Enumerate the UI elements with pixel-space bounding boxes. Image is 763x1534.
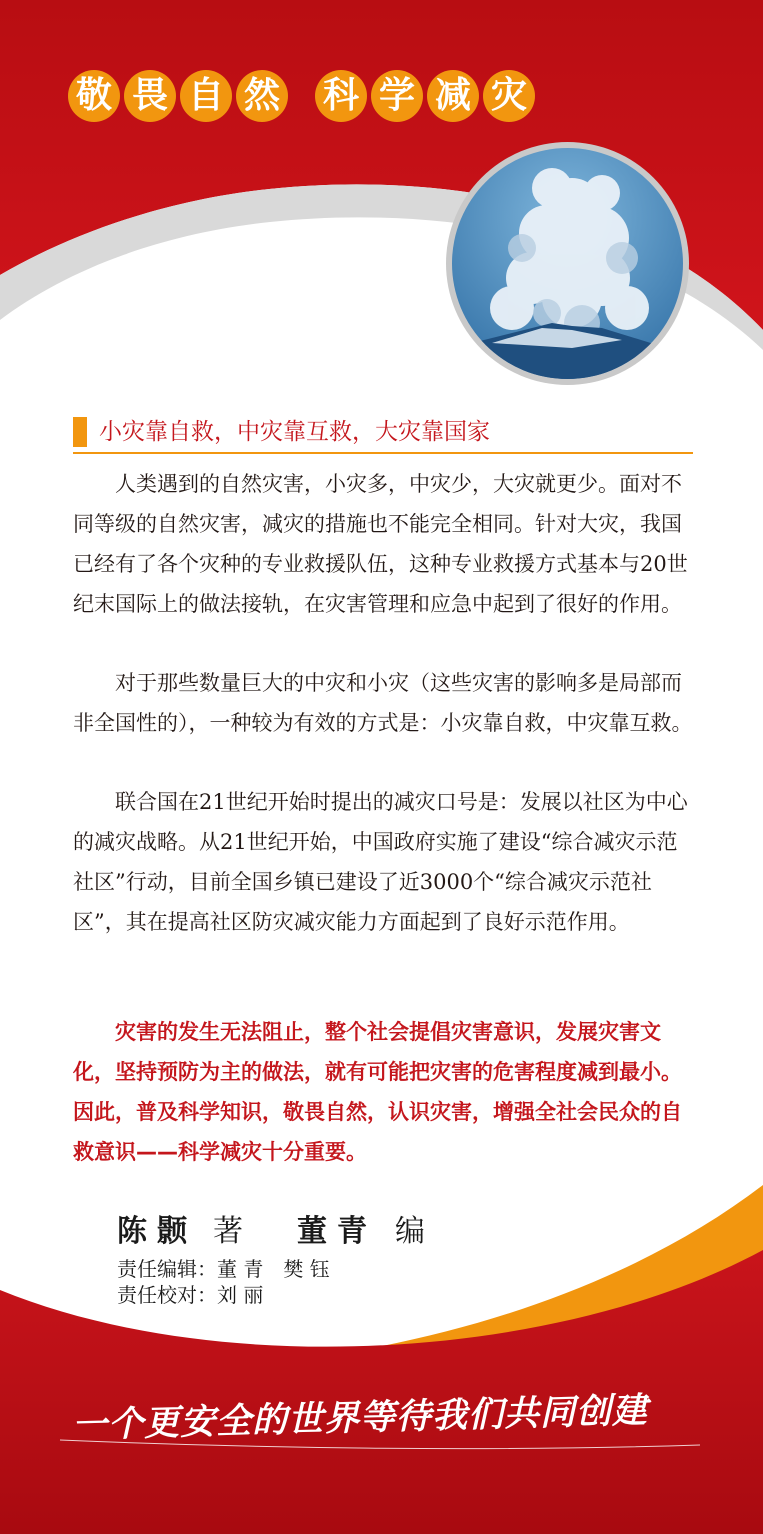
title-char: 减 [427,70,479,122]
section-heading [73,414,693,454]
title-char: 畏 [124,70,176,122]
title-char: 自 [180,70,232,122]
title-char: 然 [236,70,288,122]
title-char: 敬 [68,70,120,122]
paragraph-2: 对于那些数量巨大的中灾和小灾（这些灾害的影响多是局部而非全国性的），一种较为有效的方式是：小灾靠自救，中灾靠互救。 [73,671,693,735]
footer-slogan: 一个更安全的世界等待我们共同创建 [71,1390,649,1446]
paragraph-3: 联合国在21世纪开始时提出的减灾口号是：发展以社区为中心的减灾战略。从21世纪开始，中国政府实施了建设“综合减灾示范社区”行动，目前全国乡镇已建设了近3000个“综合减灾示范社区”，其在提高社区防灾减灾能力方面起到了良好示范作用。 [73,790,688,934]
volcano-eruption-icon [452,148,683,379]
section-accent-bar [73,417,87,447]
title-char: 学 [371,70,423,122]
proofreader: 责任校对：刘 丽 [117,1283,264,1307]
editor-role: 编 [395,1214,435,1249]
author-name: 陈颢 [117,1214,197,1249]
responsible-editors: 责任编辑：董 青 樊 钰 [117,1257,330,1281]
author-role: 著 [213,1214,253,1249]
title-char: 科 [315,70,367,122]
title-char: 灾 [483,70,535,122]
paragraph-1: 人类遇到的自然灾害，小灾多，中灾少，大灾就更少。面对不同等级的自然灾害，减灾的措施也不能完全相同。针对大灾，我国已经有了各个灾种的专业救援队伍，这种专业救援方式基本与20世纪末国际上的做法接轨，在灾害管理和应急中起到了很好的作用。 [73,472,688,616]
emphasis-paragraph: 灾害的发生无法阻止，整个社会提倡灾害意识，发展灾害文化，坚持预防为主的做法，就有可能把灾害的危害程度减到最小。因此，普及科学知识，敬畏自然，认识灾害，增强全社会民众的自救意识——科学减灾十分重要。 [73,1020,682,1164]
section-title: 小灾靠自救，中灾靠互救，大灾靠国家 [99,419,490,445]
editor-name: 董青 [297,1214,377,1249]
volcano-photo [446,142,689,385]
